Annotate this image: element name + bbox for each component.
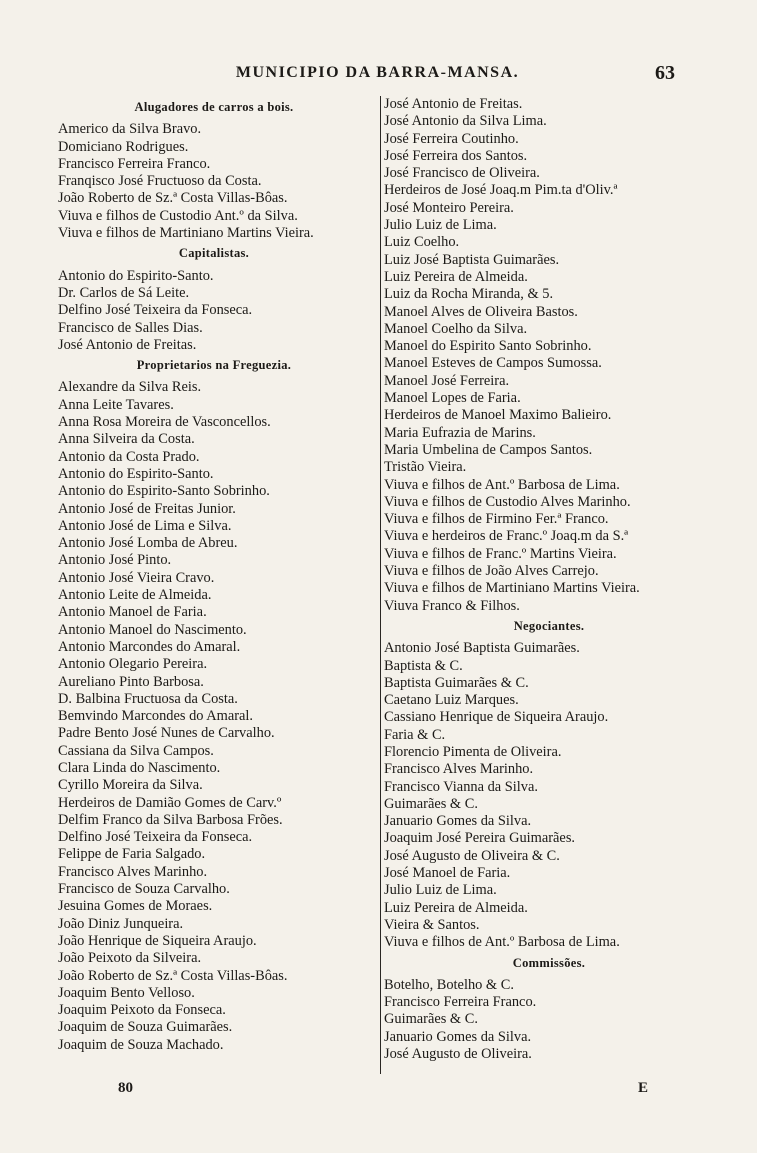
list-item: Joaquim de Souza Machado. [58,1036,224,1053]
footer-signature: E [638,1080,649,1096]
list-item: Viuva e herdeiros de Franc.º Joaq.m da S.ª [384,528,629,545]
list-item: Luiz Pereira de Almeida. [384,268,528,285]
list-item: Antonio José Pinto. [58,552,172,569]
list-item: João Peixoto da Silveira. [58,950,202,967]
list-item: Antonio Manoel do Nascimento. [58,621,247,638]
list-item: Joaquim de Souza Guimarães. [58,1019,233,1036]
list-item: Bemvindo Marcondes do Amaral. [58,708,254,725]
list-item: Viuva e filhos de Ant.º Barbosa de Lima. [384,934,620,951]
list-item: Cassiana da Silva Campos. [58,742,214,759]
list-item: Viuva e filhos de Ant.º Barbosa de Lima. [384,476,620,493]
list-item: Viuva e filhos de Franc.º Martins Vieira. [384,545,617,562]
list-item: Joaquim Peixoto da Fonseca. [58,1002,226,1019]
list-item: José Antonio de Freitas. [58,336,197,353]
list-item: Guimarães & C. [384,1011,478,1028]
entry-list [58,121,370,242]
list-item: Viuva e filhos de Firmino Fer.ª Franco. [384,511,609,528]
list-item: Maria Umbelina de Campos Santos. [384,441,593,458]
entry-list [384,640,714,951]
list-item: Viuva e filhos de Martiniano Martins Vieira. [58,225,314,242]
list-item: Guimarães & C. [384,795,478,812]
entry-list [58,268,370,354]
list-item: Manoel Esteves de Campos Sumossa. [384,355,602,372]
page-title: MUNICIPIO DA BARRA-MANSA. [235,64,520,81]
list-item: João Diniz Junqueira. [58,915,184,932]
list-item: Antonio José Vieira Cravo. [58,569,215,586]
list-item: Baptista & C. [384,657,463,674]
list-item: Anna Leite Tavares. [58,396,174,413]
list-item: Antonio Marcondes do Amaral. [58,638,241,655]
list-item: José Manoel de Faria. [384,865,511,882]
list-item: Antonio José de Freitas Junior. [58,500,236,517]
list-item: Januario Gomes da Silva. [384,1028,532,1045]
list-item: Francisco Ferreira Franco. [58,155,211,172]
list-item: Joaquim José Pereira Guimarães. [384,830,576,847]
list-item: Manoel Alves de Oliveira Bastos. [384,303,578,320]
list-item: Antonio do Espirito-Santo. [58,465,214,482]
list-item: Francisco Ferreira Franco. [384,994,537,1011]
list-item: Antonio do Espirito-Santo Sobrinho. [58,483,270,500]
section-heading: Proprietarios na Freguezia. [136,358,292,373]
list-item: Alexandre da Silva Reis. [58,379,202,396]
entry-list [58,379,370,1054]
footer-page-number: 80 [118,1080,133,1096]
list-item: Viuva e filhos de Martiniano Martins Vieira. [384,580,640,597]
list-item: José Ferreira Coutinho. [384,130,519,147]
list-item: José Ferreira dos Santos. [384,147,528,164]
list-item: Viuva e filhos de João Alves Carrejo. [384,563,599,580]
section-heading: Alugadores de carros a bois. [134,100,294,114]
list-item: Padre Bento José Nunes de Carvalho. [58,725,275,742]
list-item: José Francisco de Oliveira. [384,165,540,182]
section-heading: Capitalistas. [178,246,250,261]
list-item: Americo da Silva Bravo. [58,121,202,138]
list-item: Francisco Alves Marinho. [384,761,534,778]
list-item: Antonio José Lomba de Abreu. [58,535,238,552]
list-item: Florencio Pimenta de Oliveira. [384,743,562,760]
list-item: Antonio do Espirito-Santo. [58,267,214,284]
list-item: Julio Luiz de Lima. [384,217,497,234]
list-item: Cyrillo Moreira da Silva. [58,777,203,794]
list-item: Clara Linda do Nascimento. [58,759,221,776]
list-item: Francisco Alves Marinho. [58,863,208,880]
list-item: Julio Luiz de Lima. [384,882,497,899]
list-item: Manoel Lopes de Faria. [384,390,521,407]
list-item: Antonio da Costa Prado. [58,448,200,465]
list-item: Anna Rosa Moreira de Vasconcellos. [58,414,271,431]
entry-list [384,96,714,615]
list-item: Luiz Coelho. [384,234,460,251]
list-item: Jesuina Gomes de Moraes. [58,898,213,915]
list-item: Faria & C. [384,726,446,743]
list-item: Vieira & Santos. [384,916,480,933]
list-item: Maria Eufrazia de Marins. [384,424,536,441]
list-item: Domiciano Rodrigues. [58,138,189,155]
list-item: Luiz Pereira de Almeida. [384,899,528,916]
list-item: Francisco Vianna da Silva. [384,778,538,795]
page-number: 63 [655,62,675,84]
list-item: Francisco de Salles Dias. [58,319,203,336]
left-column [58,96,370,1054]
list-item: Caetano Luiz Marques. [384,692,519,709]
list-item: Delfino José Teixeira da Fonseca. [58,829,253,846]
list-item: Cassiano Henrique de Siqueira Araujo. [384,709,609,726]
list-item: José Augusto de Oliveira. [384,1046,532,1063]
list-item: João Henrique de Siqueira Araujo. [58,932,257,949]
list-item: Viuva e filhos de Custodio Ant.º da Silva. [58,207,298,224]
list-item: Januario Gomes da Silva. [384,813,532,830]
list-item: Manoel do Espirito Santo Sobrinho. [384,338,592,355]
list-item: Manoel Coelho da Silva. [384,320,528,337]
page-header [0,64,757,88]
list-item: Luiz José Baptista Guimarães. [384,251,560,268]
list-item: Manoel José Ferreira. [384,372,510,389]
list-item: Baptista Guimarães & C. [384,674,529,691]
list-item: Delfino José Teixeira da Fonseca. [58,302,253,319]
list-item: José Monteiro Pereira. [384,199,514,216]
list-item: Luiz da Rocha Miranda, & 5. [384,286,554,303]
list-item: Herdeiros de Manoel Maximo Balieiro. [384,407,612,424]
list-item: Antonio José Baptista Guimarães. [384,640,580,657]
entry-list [384,977,714,1063]
list-item: Antonio Olegario Pereira. [58,656,208,673]
list-item: Joaquim Bento Velloso. [58,984,195,1001]
list-item: José Antonio de Freitas. [384,96,523,112]
right-column [380,96,714,1074]
list-item: João Roberto de Sz.ª Costa Villas-Bôas. [58,967,288,984]
list-item: Dr. Carlos de Sá Leite. [58,284,190,301]
list-item: José Antonio da Silva Lima. [384,113,547,130]
list-item: Botelho, Botelho & C. [384,976,514,993]
list-item: Viuva e filhos de Custodio Alves Marinho. [384,493,631,510]
list-item: Francisco de Souza Carvalho. [58,881,230,898]
list-item: Franqisco José Fructuoso da Costa. [58,173,262,190]
list-item: Aureliano Pinto Barbosa. [58,673,204,690]
list-item: José Augusto de Oliveira & C. [384,847,560,864]
list-item: Tristão Vieira. [384,459,467,476]
list-item: Antonio Leite de Almeida. [58,587,212,604]
list-item: D. Balbina Fructuosa da Costa. [58,690,238,707]
section-heading: Negociantes. [513,618,585,633]
list-item: Delfim Franco da Silva Barbosa Frões. [58,811,283,828]
list-item: Anna Silveira da Costa. [58,431,195,448]
list-item: Antonio Manoel de Faria. [58,604,207,621]
list-item: Felippe de Faria Salgado. [58,846,206,863]
section-heading: Commissões. [512,955,586,970]
list-item: Viuva Franco & Filhos. [384,597,520,614]
list-item: Herdeiros de José Joaq.m Pim.ta d'Oliv.ª [384,182,618,199]
list-item: João Roberto de Sz.ª Costa Villas-Bôas. [58,190,288,207]
list-item: Antonio José de Lima e Silva. [58,517,232,534]
list-item: Herdeiros de Damião Gomes de Carv.º [58,794,282,811]
